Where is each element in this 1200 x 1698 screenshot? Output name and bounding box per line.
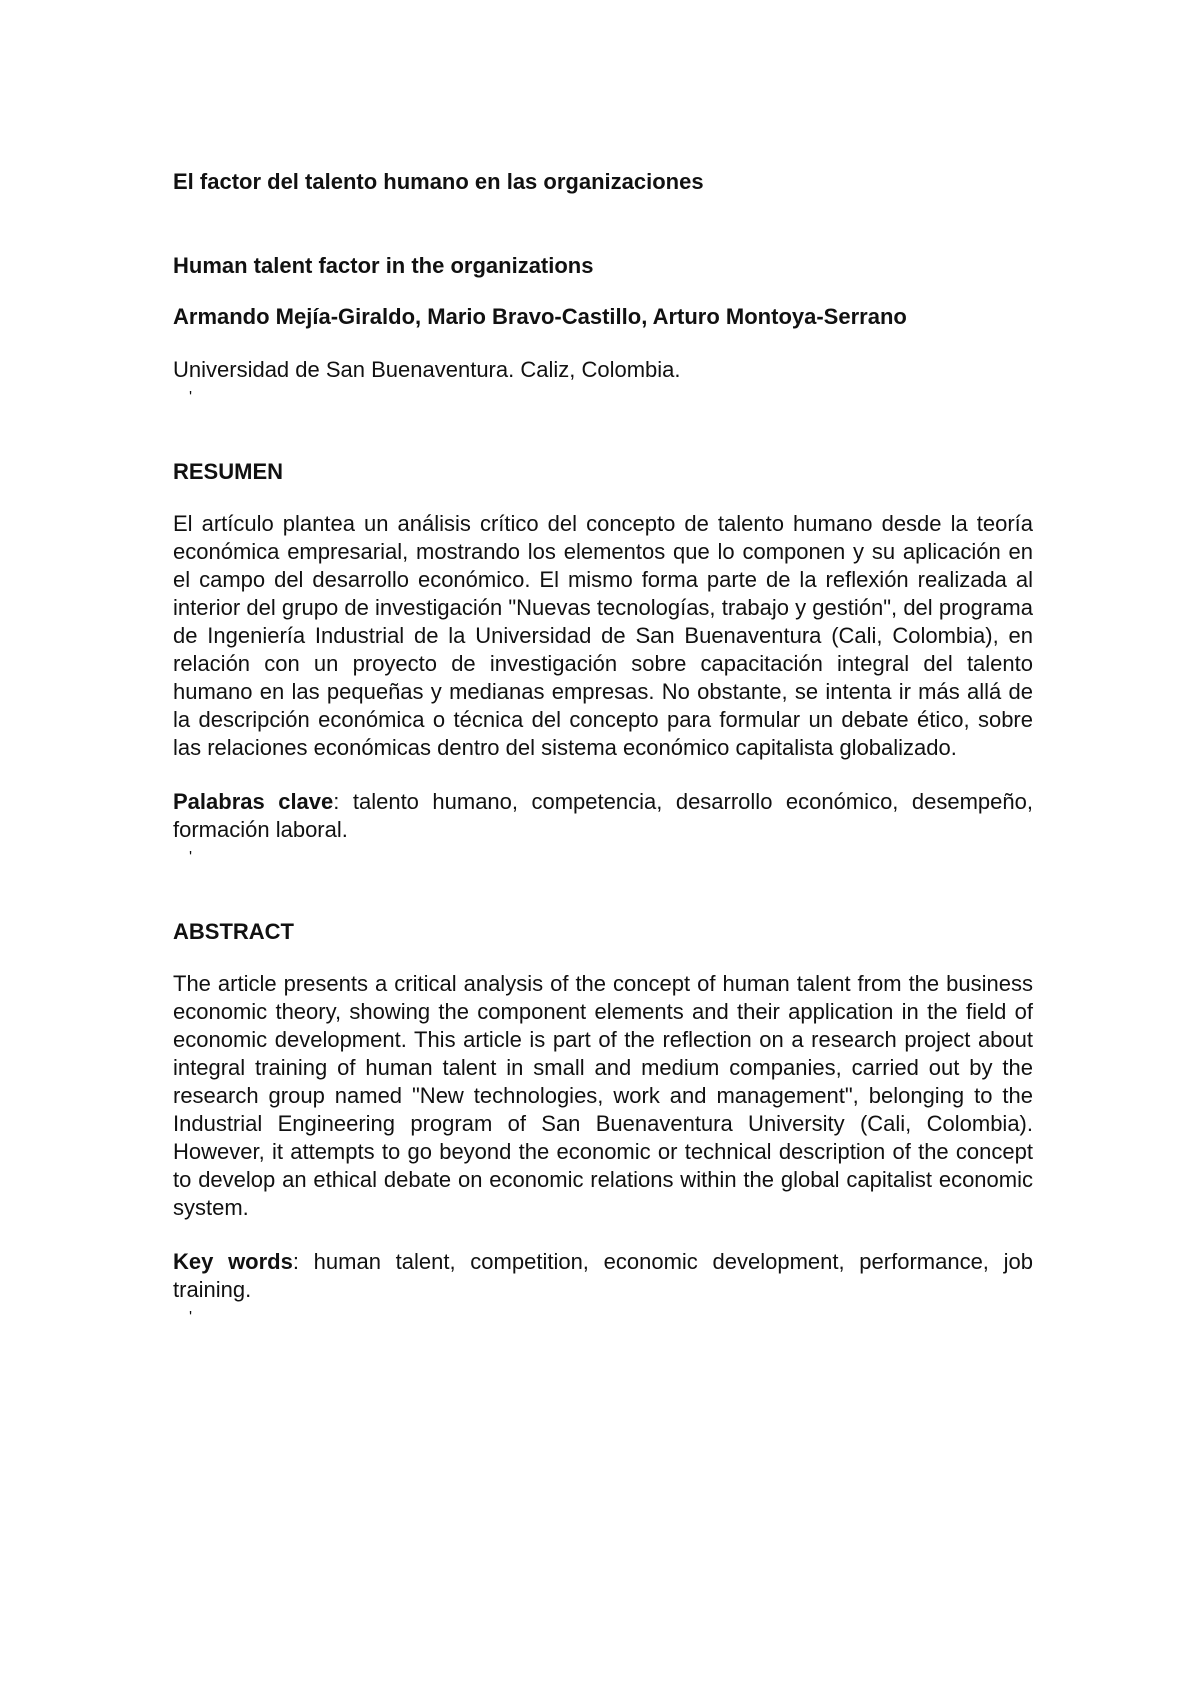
document-page (173, 168, 1033, 1326)
title-english: Human talent factor in the organizations (173, 253, 594, 278)
keywords-text-es: : talento humano, competencia, desarrollo económico, desempeño, formación laboral. (173, 789, 1033, 842)
resumen-text: El artículo plantea un análisis crítico del concepto de talento humano desde la teoría económica empresarial, mostrando los elementos que lo componen y su aplicación en el campo del desarrollo económico. El mismo forma parte de la reflexión realizada al interior del grupo de investigación "Nuevas tecnologías, trabajo y gestión", del programa de Ingeniería Industrial de la Universidad de San Buenaventura (Cali, Colombia), en relación con un proyecto de investigación sobre capacitación integral del talento humano en las pequeñas y medianas empresas. No obstante, se intenta ir más allá de la descripción económica o técnica del concepto para formular un debate ético, sobre las relaciones económicas dentro del sistema económico capitalista globalizado. (173, 511, 1033, 760)
resumen-keywords (173, 788, 1033, 844)
keywords-label-es: Palabras clave (173, 789, 334, 814)
separator-mark: ' (189, 1309, 193, 1326)
keywords-text-en: : human talent, competition, economic development, performance, job training. (173, 1249, 1033, 1302)
abstract-heading: ABSTRACT (173, 919, 294, 944)
separator-mark: ' (189, 389, 193, 406)
resumen-heading: RESUMEN (173, 459, 284, 484)
abstract-keywords (173, 1248, 1033, 1304)
keywords-label-en: Key words (173, 1249, 293, 1274)
title-spanish: El factor del talento humano en las organizaciones (173, 169, 704, 194)
separator-mark: ' (189, 849, 193, 866)
abstract-text: The article presents a critical analysis of the concept of human talent from the business economic theory, showing the component elements and their application in the field of economic development. This article is part of the reflection on a research project about integral training of human talent in small and medium companies, carried out by the research group named "New technologies, work and management", belonging to the Industrial Engineering program of San Buenaventura University (Cali, Colombia). However, it attempts to go beyond the economic or technical description of the concept to develop an ethical debate on economic relations within the global capitalist economic system. (173, 971, 1033, 1220)
affiliation: Universidad de San Buenaventura. Caliz, Colombia. (173, 357, 681, 382)
authors: Armando Mejía-Giraldo, Mario Bravo-Castillo, Arturo Montoya-Serrano (173, 304, 907, 329)
